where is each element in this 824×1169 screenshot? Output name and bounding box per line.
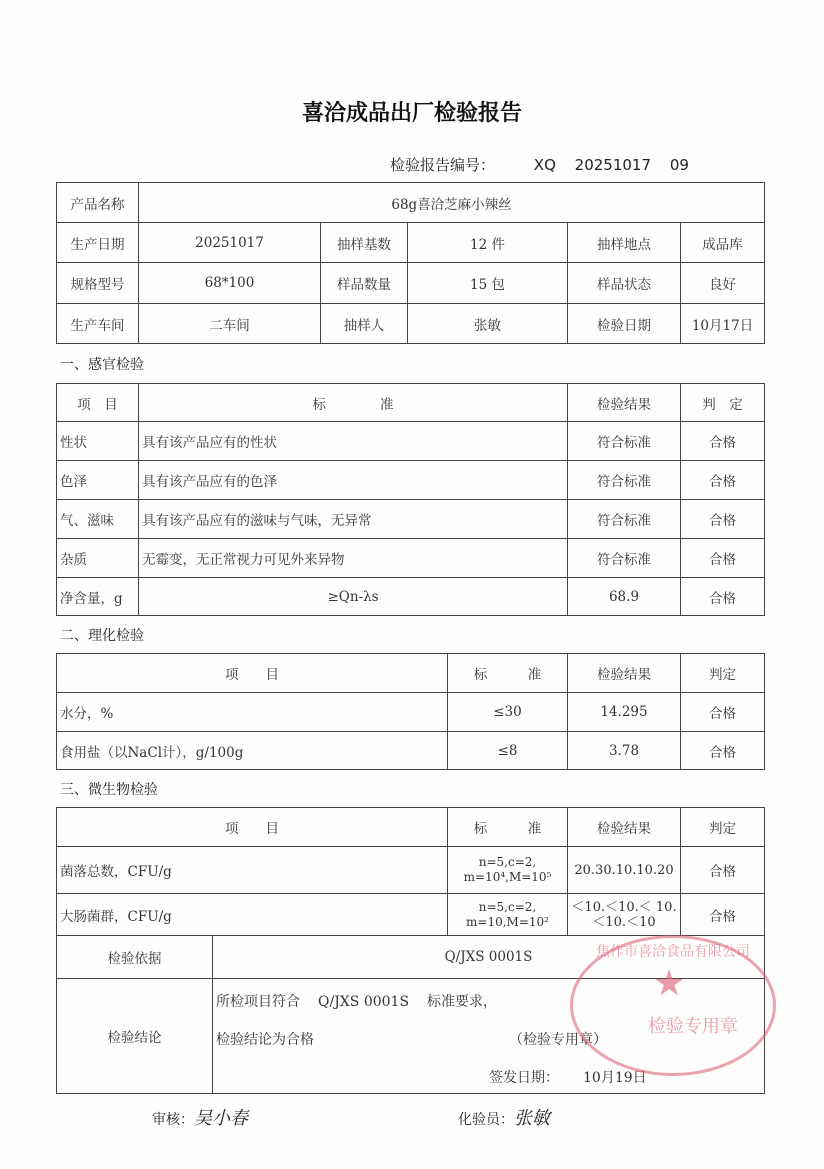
conclusion-text: 所检项目符合 (216, 994, 300, 1010)
cell: 色泽 (57, 461, 139, 500)
cell: 符合标准 (568, 500, 681, 539)
cell: 合格 (681, 894, 765, 936)
cell: ≥Qn-λs (139, 578, 568, 616)
header-cell: 项 目 (57, 808, 448, 847)
cell: 具有该产品应有的滋味与气味，无异常 (139, 500, 568, 539)
sensory-table (56, 383, 765, 616)
conclusion-standard: Q/JXS 0001S (318, 994, 410, 1010)
cell: 68.9 (568, 578, 681, 616)
report-title: 喜洽成品出厂检验报告 (301, 101, 522, 126)
report-number-seq: 09 (669, 156, 689, 174)
report-number-date: 20251017 (574, 156, 652, 174)
cell: 合格 (681, 539, 765, 578)
conclusion-label: 检验结论 (57, 979, 213, 1094)
table-row (57, 461, 765, 500)
cell: ＜10.＜10.＜ 10.＜10.＜10 (568, 894, 681, 936)
cell: 合格 (681, 461, 765, 500)
cell: 合格 (681, 578, 765, 616)
label: 抽样地点 (568, 223, 681, 263)
table-row (57, 894, 765, 936)
inspect-date: 10月17日 (681, 304, 765, 344)
header-cell: 检验结果 (568, 654, 681, 693)
cell: ≤8 (448, 732, 568, 770)
sample-place: 成品库 (681, 223, 765, 263)
label: 生产日期 (57, 223, 139, 263)
inspector-label: 化验员： (458, 1112, 514, 1128)
workshop: 二车间 (139, 304, 321, 344)
seal-inner-text: 检验专用章 (648, 1016, 738, 1037)
cell: 食用盐（以NaCl计），g/100g (57, 732, 448, 770)
product-name: 68g喜洽芝麻小辣丝 (139, 183, 765, 223)
header-cell: 判定 (681, 654, 765, 693)
cell: 气、滋味 (57, 500, 139, 539)
table-row (57, 847, 765, 894)
physchem-table (56, 653, 765, 770)
inspector-signature (458, 1104, 550, 1130)
header-cell: 检验结果 (568, 808, 681, 847)
cell: 20.30.10.10.20 (568, 847, 681, 894)
section-heading: 二、理化检验 (60, 628, 144, 644)
label: 样品状态 (568, 263, 681, 304)
header-cell: 标 准 (139, 384, 568, 422)
spec: 68*100 (139, 263, 321, 304)
table-row (57, 693, 765, 732)
header-cell: 项 目 (57, 654, 448, 693)
std-line: m=10,M=10² (466, 914, 549, 929)
table-row (57, 500, 765, 539)
std-line: n=5,c=2, (478, 899, 537, 914)
header-cell: 项 目 (57, 384, 139, 422)
issue-date-label: 签发日期： (489, 1070, 559, 1086)
cell: 具有该产品应有的色泽 (139, 461, 568, 500)
micro-table (56, 807, 765, 936)
reviewer-name: 吴小春 (194, 1108, 248, 1129)
label: 抽样基数 (321, 223, 408, 263)
cell: 合格 (681, 732, 765, 770)
cell: ≤30 (448, 693, 568, 732)
star-icon: ★ (653, 963, 686, 1004)
cell: 净含量，g (57, 578, 139, 616)
cell: 14.295 (568, 693, 681, 732)
label: 样品数量 (321, 263, 408, 304)
header-cell: 检验结果 (568, 384, 681, 422)
std-line: m=10⁴,M=10⁵ (463, 870, 552, 884)
cell: 符合标准 (568, 422, 681, 461)
cell: 符合标准 (568, 461, 681, 500)
header-cell: 标 准 (448, 654, 568, 693)
conclusion-result: 检验结论为合格 (216, 1032, 314, 1048)
stamp-note: （检验专用章） (509, 1032, 607, 1048)
report-number-label: 检验报告编号： (390, 156, 496, 174)
table-row (57, 422, 765, 461)
cell: 合格 (681, 422, 765, 461)
seal-ring-text: 焦作市喜洽食品有限公司 (596, 944, 750, 960)
cell (448, 847, 568, 894)
header-cell: 判 定 (681, 384, 765, 422)
cell: 3.78 (568, 732, 681, 770)
sample-base: 12 件 (408, 223, 568, 263)
report-number (390, 154, 703, 175)
report-number-prefix: XQ (533, 156, 556, 174)
label: 检验日期 (568, 304, 681, 344)
header-cell: 标 准 (448, 808, 568, 847)
section-heading: 三、微生物检验 (60, 782, 158, 798)
cell: 菌落总数，CFU/g (57, 847, 448, 894)
sample-qty: 15 包 (408, 263, 568, 304)
conclusion-body (213, 979, 765, 1094)
cell: 具有该产品应有的性状 (139, 422, 568, 461)
table-row (57, 578, 765, 616)
label: 抽样人 (321, 304, 408, 344)
table-row (57, 539, 765, 578)
info-table (56, 182, 765, 344)
label: 生产车间 (57, 304, 139, 344)
conclusion-table (56, 935, 765, 1094)
conclusion-text: 标准要求， (427, 994, 498, 1010)
label: 规格型号 (57, 263, 139, 304)
cell: 性状 (57, 422, 139, 461)
sample-state: 良好 (681, 263, 765, 304)
cell: 合格 (681, 847, 765, 894)
cell: 大肠菌群，CFU/g (57, 894, 448, 936)
reviewer-label: 审核： (152, 1112, 194, 1128)
cell: 合格 (681, 693, 765, 732)
basis-label: 检验依据 (57, 936, 213, 979)
cell: 合格 (681, 500, 765, 539)
cell (448, 894, 568, 936)
header-cell: 判定 (681, 808, 765, 847)
sampler: 张敏 (408, 304, 568, 344)
reviewer-signature (152, 1104, 248, 1130)
prod-date: 20251017 (139, 223, 321, 263)
inspector-name: 张敏 (514, 1108, 550, 1129)
section-heading: 一、感官检验 (60, 357, 144, 373)
cell: 水分，% (57, 693, 448, 732)
cell: 杂质 (57, 539, 139, 578)
basis-value: Q/JXS 0001S (213, 936, 765, 979)
label: 产品名称 (57, 183, 139, 223)
cell: 无霉变，无正常视力可见外来异物 (139, 539, 568, 578)
issue-date: 10月19日 (583, 1070, 647, 1086)
std-line: n=5,c=2, (478, 855, 537, 869)
cell: 符合标准 (568, 539, 681, 578)
table-row (57, 732, 765, 770)
